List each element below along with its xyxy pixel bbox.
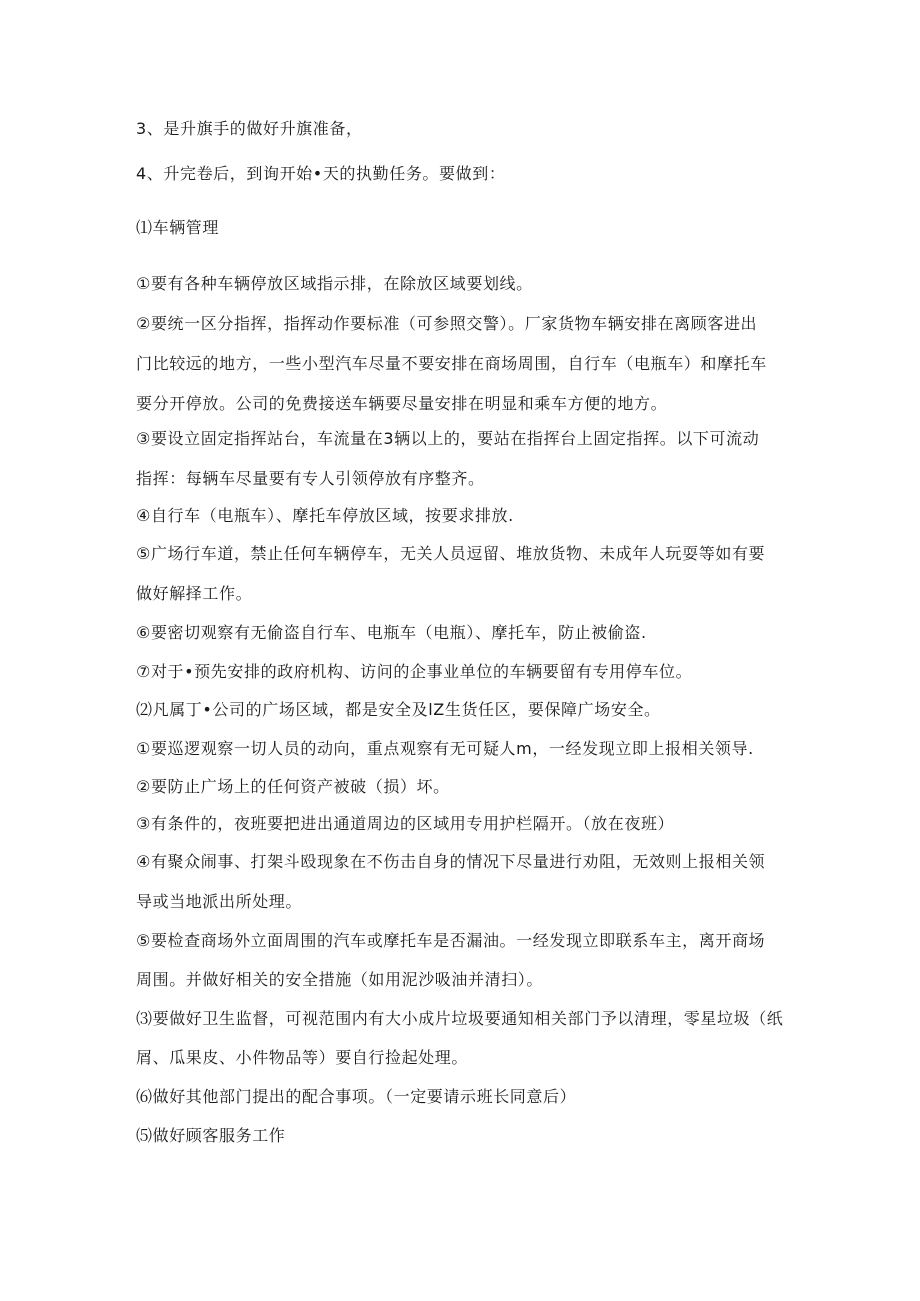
section-heading-sanitation: ⑶要做好卫生监督，可视范围内有大小成片垃圾要通知相关部门予以清理，零星垃圾（纸 xyxy=(136,1009,784,1028)
text-line-7: 要分开停放。公司的免费接送车辆要尽量安排在明显和乘车方便的地方。 xyxy=(136,394,668,413)
text-line-10: ④自行车（电瓶车）、摩托车停放区域，按要求排放. xyxy=(136,506,514,525)
section-heading-cooperation: ⑹做好其他部门提出的配合事项。（一定要请示班长同意后） xyxy=(136,1087,577,1106)
text-line-14: ⑦对于•预先安排的政府机构、访问的企事业单位的车辆要留有专用停车位。 xyxy=(136,662,693,681)
text-line-2: 4、升完卷后，到询开始•天的执勤任务。要做到： xyxy=(136,164,506,183)
text-line-19: ④有聚众闹事、打架斗殴现象在不伤击自身的情况下尽量进行劝阻，无效则上报相关领 xyxy=(136,852,766,871)
text-line-8: ③要设立固定指挥站台，车流量在3辆以上的，要站在指挥台上固定指挥。以下可流动 xyxy=(136,429,760,448)
text-line-9: 指挥：每辆车尽量要有专人引领停放有序整齐。 xyxy=(136,469,485,488)
text-line-4: ①要有各种车辆停放区域指示排，在除放区域要划线。 xyxy=(136,274,533,293)
text-line-22: 周围。并做好相关的安全措施（如用泥沙吸油并清扫）。 xyxy=(136,970,544,989)
text-line-1: 3、是升旗手的做好升旗准备， xyxy=(136,119,363,138)
text-line-20: 导或当地派出所处理。 xyxy=(136,892,303,911)
text-line-16: ①要巡逻观察一切人员的动向，重点观察有无可疑人m，一经发现立即上报相关领导. xyxy=(136,739,754,758)
text-line-21: ⑤要检查商场外立面周围的汽车或摩托车是否漏油。一经发现立即联系车主，离开商场 xyxy=(136,931,766,950)
text-line-18: ③有条件的，夜班要把进出通道周边的区域用专用护栏隔开。（放在夜班） xyxy=(136,814,675,833)
text-line-6: 门比较远的地方，一些小型汽车尽量不要安排在商场周围，自行车（电瓶车）和摩托车 xyxy=(136,354,767,373)
text-line-17: ②要防止广场上的任何资产被破（损）坏。 xyxy=(136,777,450,796)
text-line-11: ⑤广场行车道，禁止任何车辆停车，无关人员逗留、堆放货物、未成年人玩耍等如有要 xyxy=(136,544,766,563)
text-line-5: ②要统一区分指挥，指挥动作要标准（可参照交警）。厂家货物车辆安排在离顾客进出 xyxy=(136,314,758,333)
section-heading-customer-service: ⑸做好顾客服务工作 xyxy=(136,1126,286,1145)
section-heading-vehicle-management: ⑴车辆管理 xyxy=(136,218,220,237)
text-line-24: 屑、瓜果皮、小件物品等）要自行捡起处理。 xyxy=(136,1048,469,1067)
text-line-12: 做好解择工作。 xyxy=(136,584,253,603)
section-heading-plaza-safety: ⑵凡属丁•公司的广场区域，都是安全及lZ生货任区，要保障广场安全。 xyxy=(136,700,661,719)
text-line-13: ⑥要密切观察有无偷盗自行车、电瓶车（电瓶）、摩托车，防止被偷盗. xyxy=(136,623,647,642)
